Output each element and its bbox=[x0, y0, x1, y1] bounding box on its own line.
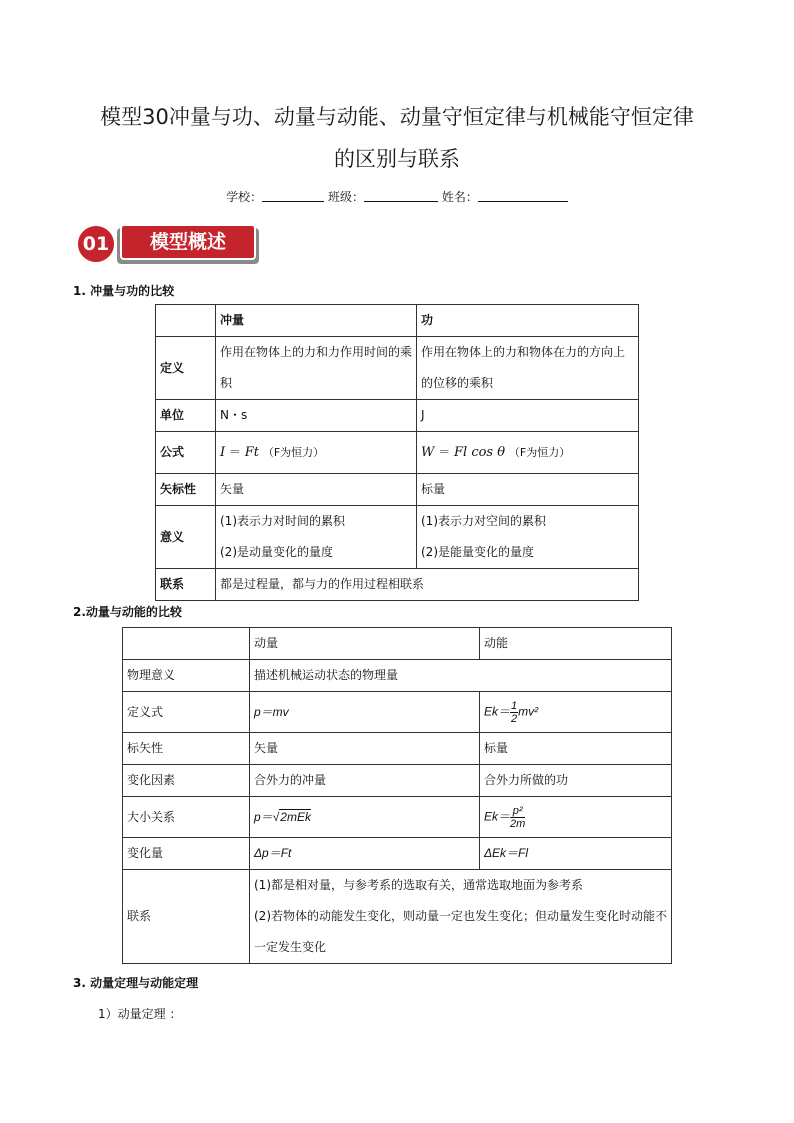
table-row-cause bbox=[123, 765, 672, 797]
header-cell-empty bbox=[123, 628, 250, 660]
work-note: （F为恒力） bbox=[508, 446, 571, 459]
momentum-sqrt: 2mEk bbox=[280, 809, 311, 824]
row-label: 物理意义 bbox=[123, 660, 250, 692]
impulse-formula: I ＝ Ft （F为恒力） bbox=[216, 432, 417, 474]
momentum-vector: 矢量 bbox=[250, 733, 480, 765]
row-label: 标矢性 bbox=[123, 733, 250, 765]
momentum-size-lhs: p＝ bbox=[254, 809, 273, 824]
row-label: 联系 bbox=[123, 870, 250, 964]
header-kinetic-energy: 动能 bbox=[480, 628, 672, 660]
table-header-row bbox=[156, 305, 639, 337]
school-blank[interactable] bbox=[262, 189, 324, 202]
momentum-cause: 合外力的冲量 bbox=[250, 765, 480, 797]
fraction-denominator: 2m bbox=[510, 817, 526, 830]
table-row-meaning bbox=[156, 506, 639, 569]
momentum-size: p＝√2mEk bbox=[250, 797, 480, 838]
relation-line2: (2)若物体的动能发生变化，则动量一定也发生变化；但动量发生变化时动能不一定发生变化 bbox=[254, 909, 668, 954]
table-row-definition bbox=[123, 692, 672, 733]
name-label: 姓名： bbox=[441, 190, 478, 204]
fraction-numerator: 1 bbox=[511, 699, 518, 712]
work-meaning bbox=[417, 506, 639, 569]
row-label: 变化量 bbox=[123, 838, 250, 870]
table-row-relation bbox=[156, 569, 639, 601]
row-label: 矢标性 bbox=[156, 474, 216, 506]
header-work: 功 bbox=[417, 305, 639, 337]
impulse-definition: 作用在物体上的力和力作用时间的乘积 bbox=[216, 337, 417, 400]
ke-def-lhs: Ek＝ bbox=[484, 704, 511, 719]
impulse-meaning-1: (1)表示力对时间的累积 bbox=[220, 514, 345, 528]
work-unit: J bbox=[417, 400, 639, 432]
table-header-row bbox=[123, 628, 672, 660]
ke-def-rest: mv² bbox=[518, 704, 539, 719]
table-row-change bbox=[123, 838, 672, 870]
impulse-meaning-2: (2)是动量变化的量度 bbox=[220, 545, 333, 559]
work-meaning-2: (2)是能量变化的量度 bbox=[421, 545, 534, 559]
ke-vector: 标量 bbox=[480, 733, 672, 765]
row-label: 大小关系 bbox=[123, 797, 250, 838]
row-label: 单位 bbox=[156, 400, 216, 432]
row-label: 意义 bbox=[156, 506, 216, 569]
ke-def-fraction bbox=[510, 700, 518, 725]
ke-change: ΔEk＝Fl bbox=[480, 838, 672, 870]
row-label: 公式 bbox=[156, 432, 216, 474]
impulse-vector: 矢量 bbox=[216, 474, 417, 506]
table-row-size bbox=[123, 797, 672, 838]
header-impulse: 冲量 bbox=[216, 305, 417, 337]
work-meaning-1: (1)表示力对空间的累积 bbox=[421, 514, 546, 528]
section3-heading: 3. 动量定理与动能定理 bbox=[73, 976, 199, 990]
class-blank[interactable] bbox=[364, 189, 438, 202]
relation-line1: (1)都是相对量，与参考系的选取有关，通常选取地面为参考系 bbox=[254, 878, 584, 892]
table-row-formula bbox=[156, 432, 639, 474]
fraction-numerator: p² bbox=[510, 805, 525, 818]
relation-text bbox=[250, 870, 672, 964]
row-label: 联系 bbox=[156, 569, 216, 601]
table-row-relation bbox=[123, 870, 672, 964]
ke-size-fraction bbox=[510, 805, 525, 830]
work-vector: 标量 bbox=[417, 474, 639, 506]
header-cell-empty bbox=[156, 305, 216, 337]
row-label: 变化因素 bbox=[123, 765, 250, 797]
badge-text: 模型概述 bbox=[149, 231, 226, 253]
impulse-note: （F为恒力） bbox=[262, 446, 325, 459]
impulse-rhs: Ft bbox=[244, 445, 260, 460]
section3-sub1: 1）动量定理 ： bbox=[98, 1007, 182, 1021]
student-info-line bbox=[0, 188, 794, 205]
table-row-vector bbox=[156, 474, 639, 506]
header-momentum: 动量 bbox=[250, 628, 480, 660]
fraction-denominator: 2 bbox=[511, 712, 518, 725]
class-label: 班级： bbox=[327, 190, 364, 204]
momentum-change: Δp＝Ft bbox=[250, 838, 480, 870]
page-title-line1: 模型30冲量与功、动量与动能、动量守恒定律与机械能守恒定律 bbox=[100, 105, 694, 129]
impulse-meaning bbox=[216, 506, 417, 569]
row-label: 定义 bbox=[156, 337, 216, 400]
section-badge bbox=[77, 224, 259, 266]
table-row-definition bbox=[156, 337, 639, 400]
row-label: 定义式 bbox=[123, 692, 250, 733]
work-lhs: W bbox=[421, 445, 435, 460]
section2-heading: 2.动量与动能的比较 bbox=[73, 605, 182, 619]
work-definition: 作用在物体上的力和物体在力的方向上的位移的乘积 bbox=[417, 337, 639, 400]
relation-text: 都是过程量，都与力的作用过程相联系 bbox=[216, 569, 639, 601]
section1-heading: 1. 冲量与功的比较 bbox=[73, 284, 175, 298]
impulse-lhs: I bbox=[220, 445, 226, 460]
impulse-work-table bbox=[155, 304, 639, 601]
table-row-unit bbox=[156, 400, 639, 432]
ke-size-lhs: Ek＝ bbox=[484, 809, 511, 824]
table-row-physics bbox=[123, 660, 672, 692]
impulse-unit: N・s bbox=[216, 400, 417, 432]
ke-cause: 合外力所做的功 bbox=[480, 765, 672, 797]
momentum-definition: p＝mv bbox=[250, 692, 480, 733]
school-label: 学校： bbox=[226, 190, 263, 204]
work-rhs: Fl cos θ bbox=[454, 445, 506, 460]
page-title-line2: 的区别与联系 bbox=[334, 147, 460, 171]
momentum-energy-table bbox=[122, 627, 672, 964]
name-blank[interactable] bbox=[478, 189, 568, 202]
work-formula: W ＝ Fl cos θ （F为恒力） bbox=[417, 432, 639, 474]
physics-meaning: 描述机械运动状态的物理量 bbox=[250, 660, 672, 692]
table-row-vector bbox=[123, 733, 672, 765]
ke-size bbox=[480, 797, 672, 838]
badge-number: 01 bbox=[82, 233, 110, 255]
ke-definition bbox=[480, 692, 672, 733]
